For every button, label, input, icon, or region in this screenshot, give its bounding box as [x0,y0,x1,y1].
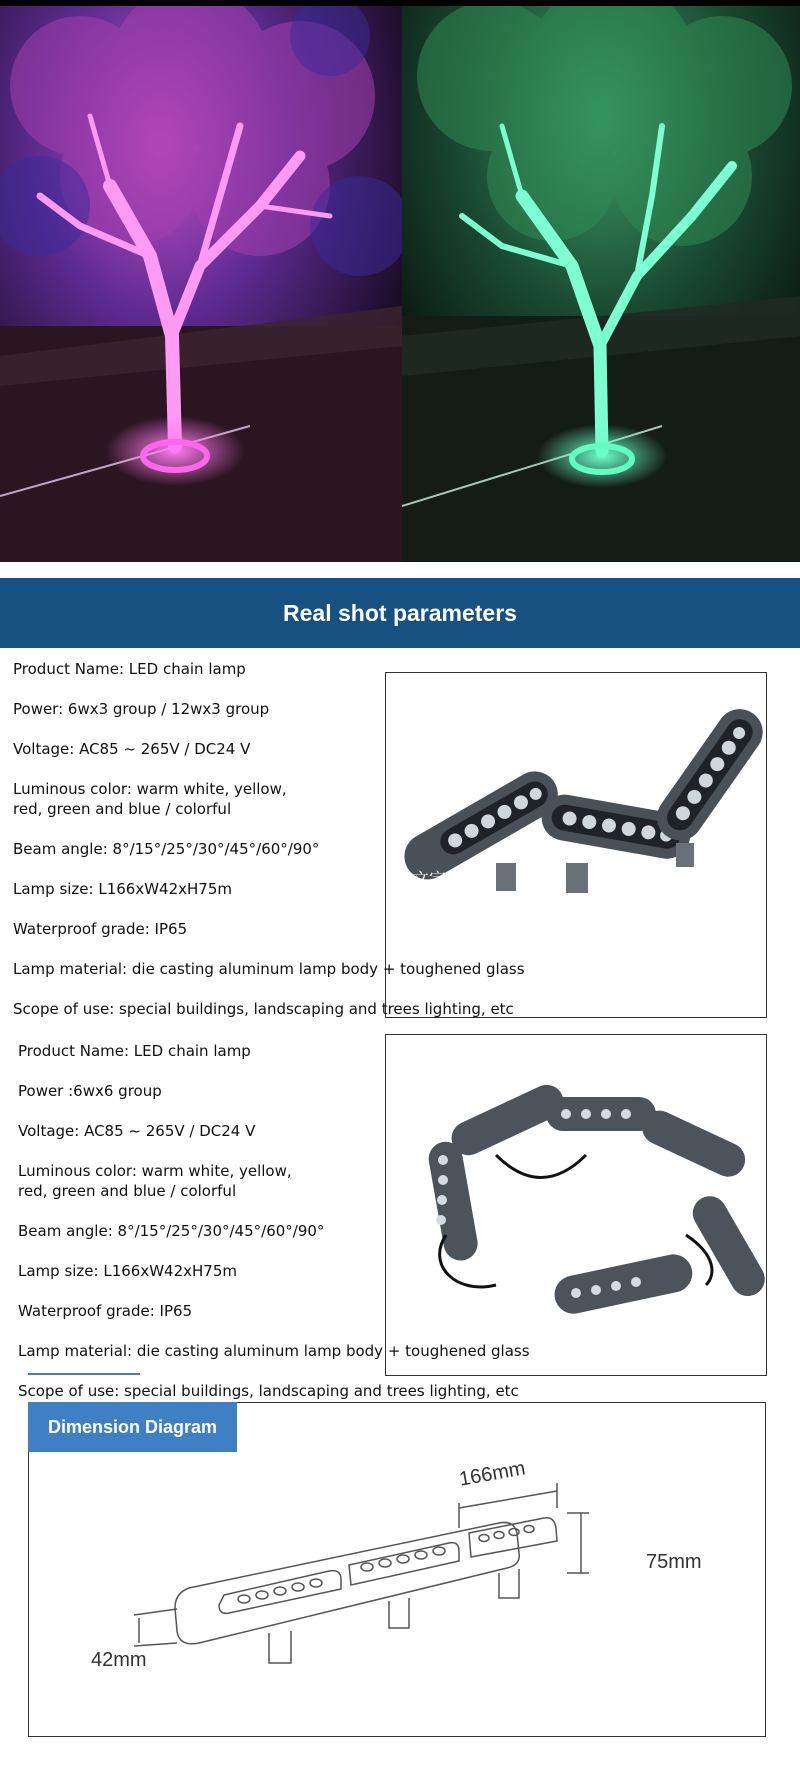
spec-block-1 [0,652,800,1017]
dimension-diagram-title: Dimension Diagram [47,1416,218,1437]
lamp-material: Lamp material: die casting aluminum lamp body + toughened glass [18,1342,530,1360]
scope-of-use: Scope of use: special buildings, landscaping and trees lighting, etc [13,1000,514,1018]
scope-of-use: Scope of use: special buildings, landscaping and trees lighting, etc [18,1382,519,1400]
hero-photos [0,0,800,562]
luminous-color-cont: red, green and blue / colorful [13,800,232,818]
banner-title: Real shot parameters [283,599,517,626]
divider-line [28,1373,140,1375]
luminous-color: Luminous color: warm white, yellow, [13,780,287,798]
product-name: Product Name: LED chain lamp [13,660,246,678]
voltage: Voltage: AC85 ~ 265V / DC24 V [18,1122,256,1140]
power: Power :6wx6 group [18,1082,162,1100]
product-name: Product Name: LED chain lamp [18,1042,251,1060]
beam-angle: Beam angle: 8°/15°/25°/30°/45°/60°/90° [13,840,320,858]
length-label: 166mm [457,1457,528,1491]
waterproof-grade: Waterproof grade: IP65 [13,920,188,938]
lamp-size: Lamp size: L166xW42xH75m [18,1262,237,1280]
power: Power: 6wx3 group / 12wx3 group [13,700,270,718]
voltage: Voltage: AC85 ~ 265V / DC24 V [13,740,251,758]
section-banner [0,578,800,648]
product-image-frame-2 [385,1034,767,1376]
watermark-text: 文字 [412,870,446,890]
beam-angle: Beam angle: 8°/15°/25°/30°/45°/60°/90° [18,1222,325,1240]
height-label: 75mm [646,1551,702,1573]
chain-lamp-6-image [386,1035,766,1375]
tree-photo-magenta [0,6,402,562]
lamp-size: Lamp size: L166xW42xH75m [13,880,232,898]
spec-block-2 [0,1034,800,1404]
dimension-diagram-frame [28,1402,766,1737]
width-label: 42mm [91,1649,147,1671]
dimension-diagram-tab [28,1402,237,1452]
luminous-color: Luminous color: warm white, yellow, [18,1162,292,1180]
luminous-color-cont: red, green and blue / colorful [18,1182,237,1200]
tree-photo-green [402,6,800,562]
waterproof-grade: Waterproof grade: IP65 [18,1302,193,1320]
lamp-material: Lamp material: die casting aluminum lamp body + toughened glass [13,960,525,978]
